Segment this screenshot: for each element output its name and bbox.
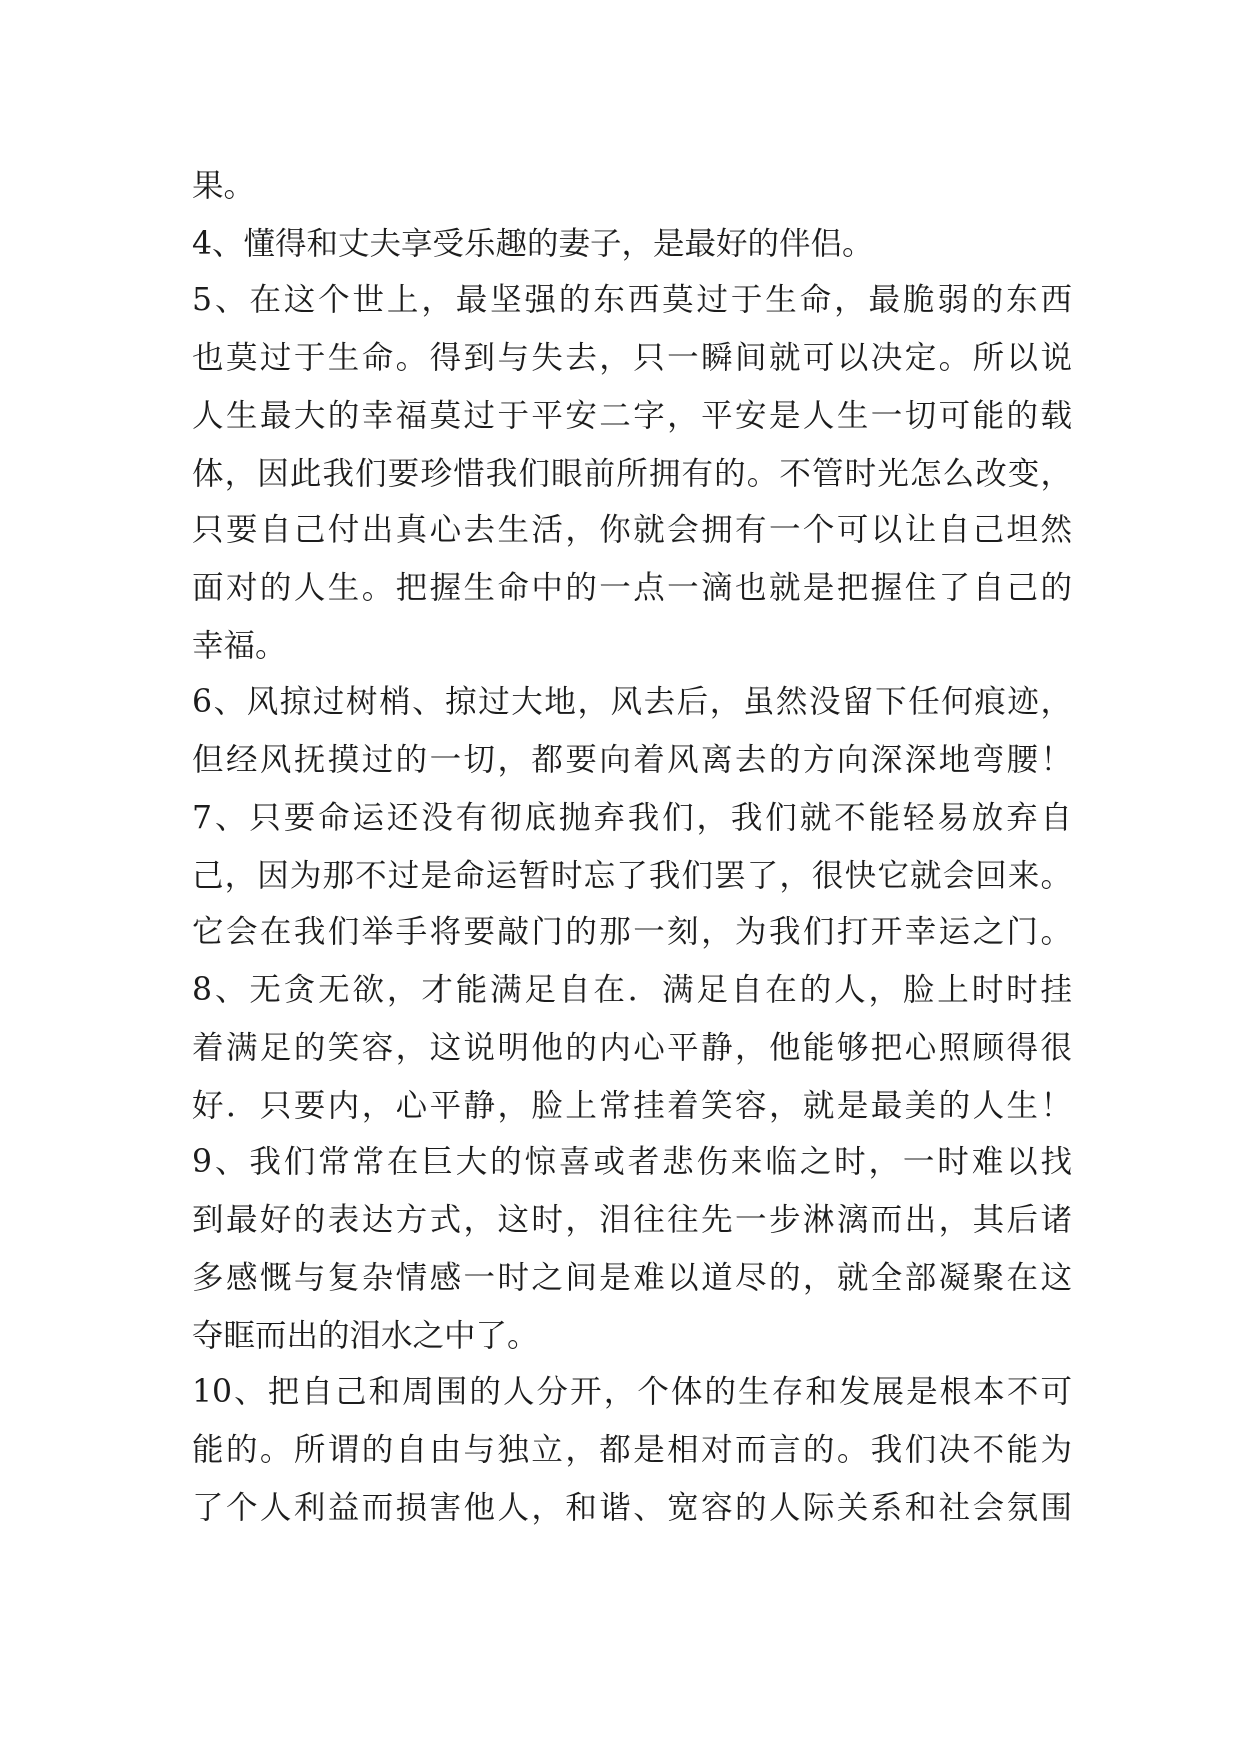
text-line: 到最好的表达方式，这时，泪往往先一步淋漓而出，其后诸 (192, 1202, 1072, 1238)
text-line: 人生最大的幸福莫过于平安二字，平安是人生一切可能的载 (192, 398, 1072, 434)
text-line: 9、我们常常在巨大的惊喜或者悲伤来临之时，一时难以找 (192, 1144, 1072, 1180)
text-line: 面对的人生。把握生命中的一点一滴也就是把握住了自己的 (192, 570, 1072, 606)
text-line: 5、在这个世上，最坚强的东西莫过于生命，最脆弱的东西 (192, 282, 1072, 318)
text-line: 体，因此我们要珍惜我们眼前所拥有的。不管时光怎么改变， (192, 456, 1072, 492)
text-line: 也莫过于生命。得到与失去，只一瞬间就可以决定。所以说 (192, 340, 1072, 376)
text-line: 能的。所谓的自由与独立，都是相对而言的。我们决不能为 (192, 1432, 1072, 1468)
text-line: 但经风抚摸过的一切，都要向着风离去的方向深深地弯腰！ (192, 742, 1072, 778)
text-line: 只要自己付出真心去生活，你就会拥有一个可以让自己坦然 (192, 512, 1072, 548)
text-line: 己，因为那不过是命运暂时忘了我们罢了，很快它就会回来。 (192, 858, 1072, 894)
text-line: 它会在我们举手将要敲门的那一刻，为我们打开幸运之门。 (192, 914, 1072, 950)
text-line: 8、无贪无欲，才能满足自在．满足自在的人，脸上时时挂 (192, 972, 1072, 1008)
text-line: 6、风掠过树梢、掠过大地，风去后，虽然没留下任何痕迹， (192, 684, 1072, 720)
text-line: 果。 (192, 168, 256, 204)
text-line: 7、只要命运还没有彻底抛弃我们，我们就不能轻易放弃自 (192, 800, 1072, 836)
text-line: 幸福。 (192, 628, 287, 664)
text-line: 夺眶而出的泪水之中了。 (192, 1318, 539, 1354)
text-line: 10、把自己和周围的人分开，个体的生存和发展是根本不可 (192, 1374, 1072, 1410)
text-line: 多感慨与复杂情感一时之间是难以道尽的，就全部凝聚在这 (192, 1260, 1072, 1296)
text-line: 4、懂得和丈夫享受乐趣的妻子，是最好的伴侣。 (192, 226, 874, 262)
text-line: 了个人利益而损害他人，和谐、宽容的人际关系和社会氛围 (192, 1490, 1072, 1526)
text-line: 好．只要内，心平静，脸上常挂着笑容，就是最美的人生！ (192, 1088, 1072, 1124)
text-line: 着满足的笑容，这说明他的内心平静，他能够把心照顾得很 (192, 1030, 1072, 1066)
